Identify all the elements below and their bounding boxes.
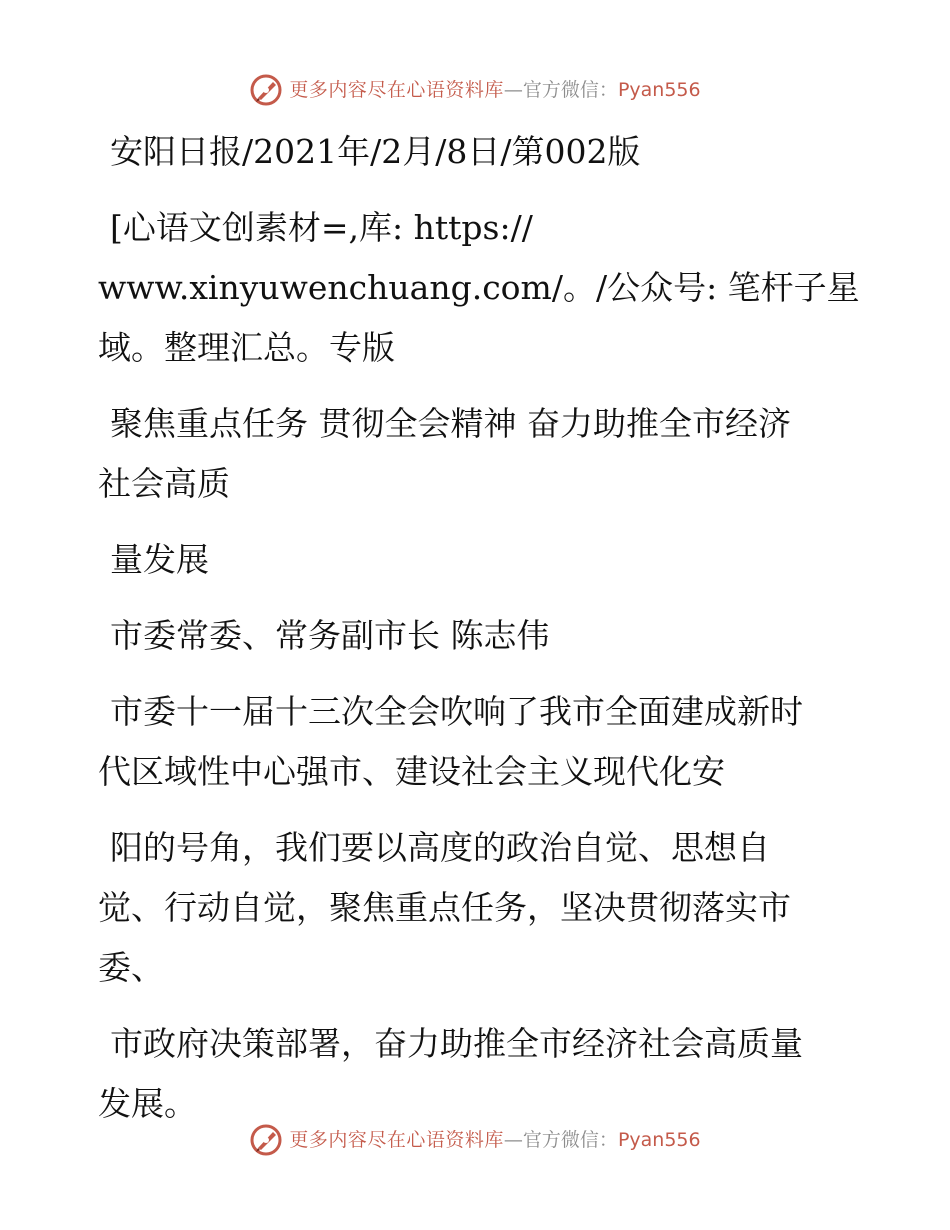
source-line: [心语文创素材=,库: https:// — [110, 208, 533, 247]
watermark-contact-id: Pyan556 — [617, 78, 701, 101]
article-title: 聚焦重点任务 贯彻全会精神 奋力助推全市经济 — [110, 404, 791, 443]
paragraph-line: 阳的号角，我们要以高度的政治自觉、思想自 — [110, 828, 770, 867]
watermark-text: 更多内容尽在心语资料库 — [289, 1128, 504, 1151]
watermark-footer — [0, 1120, 950, 1160]
article-title: 社会高质 — [98, 464, 230, 503]
watermark-text: 更多内容尽在心语资料库 — [289, 78, 504, 101]
paragraph-line: 代区域性中心强市、建设社会主义现代化安 — [98, 752, 725, 791]
dateline: 安阳日报/2021年/2月/8日/第002版 — [110, 132, 641, 171]
document-body — [98, 122, 860, 1134]
quill-pen-logo-icon — [249, 1123, 283, 1157]
paragraph-line: 市委十一届十三次全会吹响了我市全面建成新时 — [110, 692, 803, 731]
paragraph-line: 发展。 — [98, 1084, 197, 1123]
author-line: 市委常委、常务副市长 陈志伟 — [110, 616, 550, 655]
watermark-header — [0, 70, 950, 110]
source-line: 域。整理汇总。专版 — [98, 328, 395, 367]
paragraph-line: 觉、行动自觉，聚焦重点任务，坚决贯彻落实市 — [98, 888, 791, 927]
paragraph-line: 委、 — [98, 948, 164, 987]
watermark-separator: — — [503, 1128, 523, 1151]
watermark-separator: — — [503, 78, 523, 101]
source-line: www.xinyuwenchuang.com/。/公众号: 笔杆子星 — [98, 268, 860, 307]
watermark-contact-label: 官方微信： — [522, 78, 618, 101]
watermark-contact-id: Pyan556 — [617, 1128, 701, 1151]
quill-pen-logo-icon — [249, 73, 283, 107]
paragraph-line: 市政府决策部署，奋力助推全市经济社会高质量 — [110, 1024, 803, 1063]
watermark-contact-label: 官方微信： — [522, 1128, 618, 1151]
article-title: 量发展 — [110, 540, 209, 579]
